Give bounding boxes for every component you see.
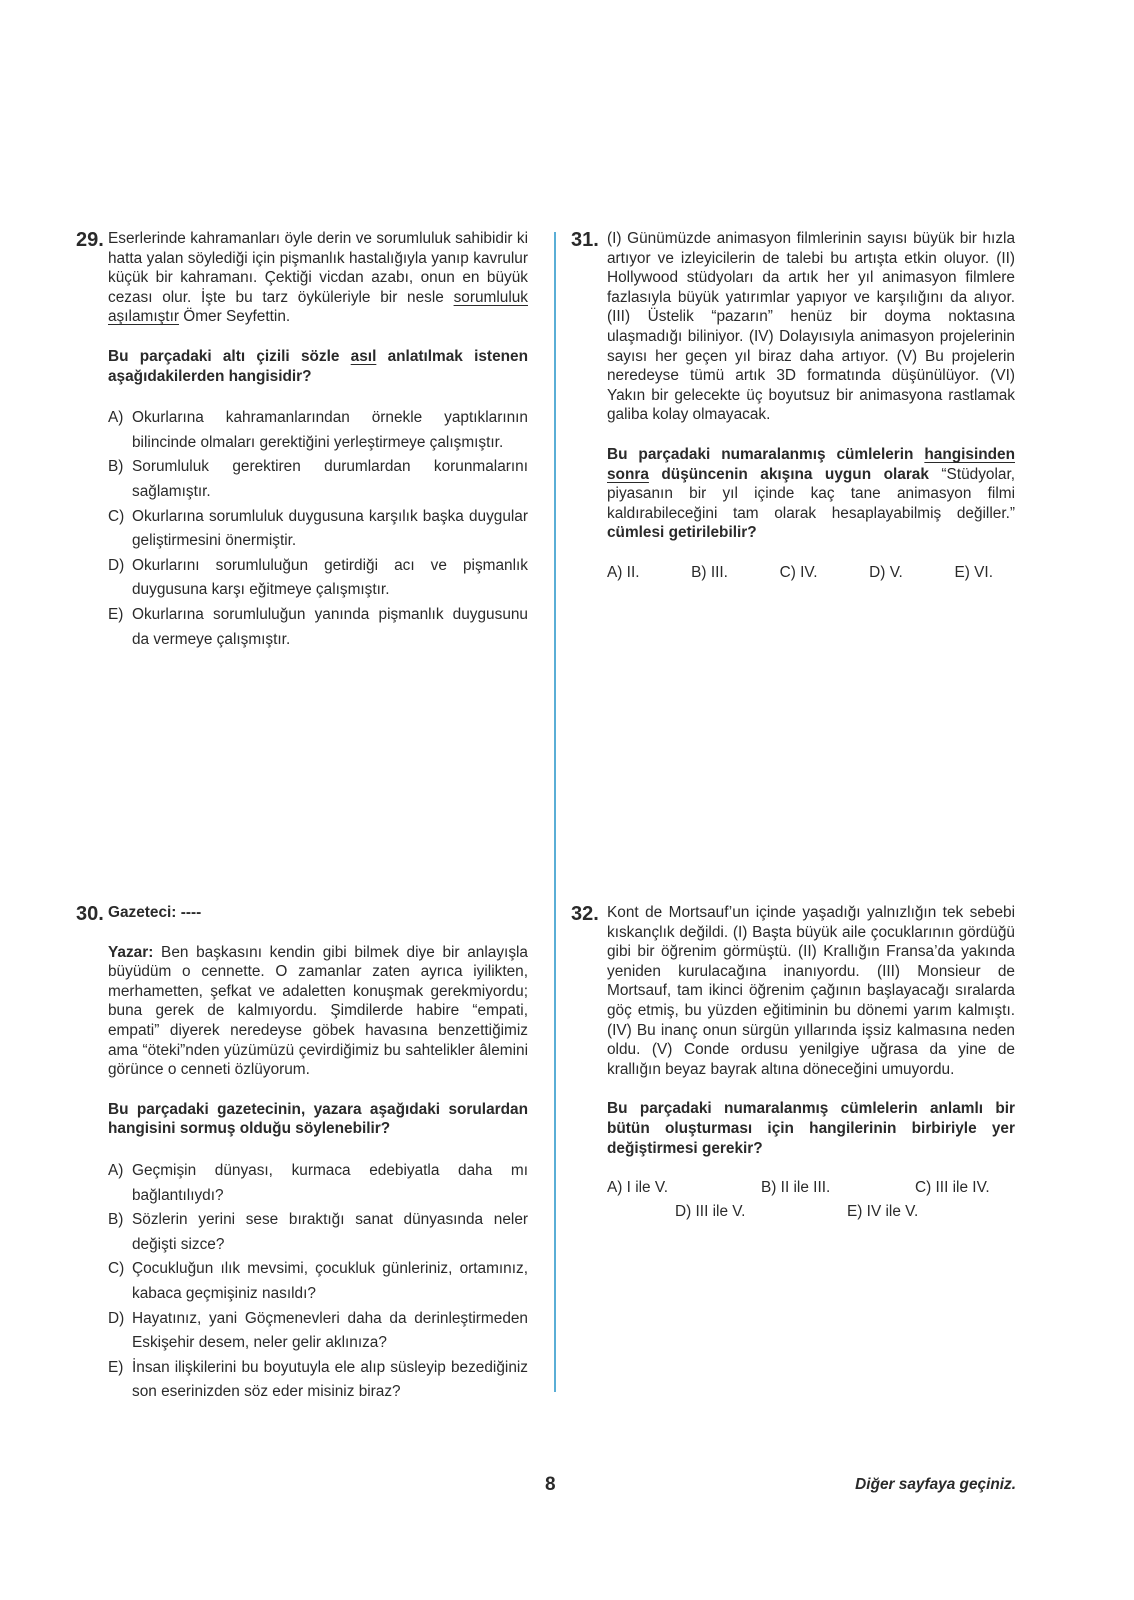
option-b[interactable]: B) III.	[691, 563, 728, 581]
question-32-options	[607, 1178, 1015, 1228]
underlined-word: asıl	[350, 347, 377, 365]
question-32-stem: Bu parçadaki numaralanmış cümlelerin anlamlı bir bütün oluşturması için hangilerinin birbiriyle yer değiştirmesi gerekir?	[607, 1100, 1015, 1157]
option-b[interactable]: B) II ile III.	[761, 1179, 831, 1197]
option-d[interactable]: D) Okurlarını sorumluluğun getirdiği acı ve pişmanlık duygusuna karşı eğitmeye çalışmıştır.	[108, 556, 528, 599]
journalist-line: Gazeteci: ----	[108, 904, 202, 921]
option-e[interactable]: E) IV ile V.	[847, 1203, 919, 1221]
option-e[interactable]: E) VI.	[954, 563, 993, 581]
option-a[interactable]: A) II.	[607, 563, 640, 581]
question-30-number: 30.	[76, 903, 104, 925]
option-a[interactable]: A) Okurlarına kahramanlarından örnekle yaptıklarının bilincinde olmaları gerektiğini yerleştirmeye çalışmıştır.	[108, 409, 528, 451]
writer-passage: Yazar: Ben başkasını kendin gibi bilmek diye bir anlayışla büyüdüm o cennette. O zamanlar zaten ayrıca iyilikten, merhametten, şefkat ve adaletten konuşmak gerekmiyordu; buna gerek de kalmıyordu. Şimdilerde habire “empati, empati” diyerek neredeyse göbek havasına benzettiğimiz ama “öteki”nden yüzümüzü çevirdiğimiz bu sahtelikler âlemini görünce o cenneti özlüyorum.	[108, 943, 528, 1079]
question-29-stem: Bu parçadaki altı çizili sözle asıl anlatılmak istenen aşağıdakilerden hangisidir?	[108, 347, 528, 385]
option-c[interactable]: C) Çocukluğun ılık mevsimi, çocukluk günleriniz, ortamınız, kabaca geçmişiniz nasıldı?	[108, 1260, 528, 1302]
option-c[interactable]: C) III ile IV.	[915, 1179, 990, 1197]
question-29	[108, 229, 528, 652]
question-29-passage: Eserlerinde kahramanları öyle derin ve sorumluluk sahibidir ki hatta yalan söylediği için pişmanlık hastalığıyla yanıp kavrulur küçük bir kahramanı. Çektiği vicdan azabı, onun en büyük cezası olur. İşte bu tarz öyküleriyle bir nesle sorumluluk aşılamıştır Ömer Seyfettin.	[108, 230, 528, 326]
underlined-phrase: hangisinden sonra	[607, 445, 1015, 483]
option-b[interactable]: B) Sorumluluk gerektiren durumlardan korunmalarını sağlamıştır.	[108, 458, 528, 500]
question-32-number: 32.	[571, 903, 599, 925]
option-c[interactable]: C) Okurlarına sorumluluk duygusuna karşılık başka duygular geliştirmesini önermiştir.	[108, 507, 528, 550]
underlined-phrase: sorumluluk aşılamıştır	[108, 288, 528, 326]
question-31	[607, 229, 1015, 583]
page-number: 8	[545, 1474, 556, 1495]
question-30	[108, 903, 528, 1405]
question-32-passage: Kont de Mortsauf’un içinde yaşadığı yalnızlığın tek sebebi kıskançlık değildi. (I) Başta büyük aile çocuklarının gördüğü gibi bir öğrenim görmüştü. (II) Krallığın Fransa’da yakında yeniden kurulacağına inanıyordu. (III) Monsieur de Mortsauf, tam ikinci öğrenim çağının başlayacağı sıralarda göç etmiş, bu yüzden eğitiminin bu dönemi yarım kalmıştı. (IV) Bu inanç onun sürgün yıllarında işsiz kalmasına neden oldu. (V) Conde ordusu yenilgiye uğrasa da yine de krallığın beyaz bayrak altına döneceğini umuyordu.	[607, 904, 1015, 1078]
column-divider	[554, 232, 556, 1392]
option-b[interactable]: B) Sözlerin yerini sese bıraktığı sanat dünyasında neler değişti sizce?	[108, 1211, 528, 1253]
question-29-number: 29.	[76, 229, 104, 251]
question-31-passage: (I) Günümüzde animasyon filmlerinin sayısı büyük bir hızla artıyor ve izleyicilerin de talebi bu artışta etkin oluyor. (II) Hollywood stüdyoları da artık her yıl animasyon filmlere fazlasıyla büyük yatırımlar yapıyor ve karşılığını da alıyor. (III) Üstelik “pazarın” henüz bir doyma noktasına ulaşmadığı biliniyor. (IV) Dolayısıyla animasyon projelerinin sayısı her geçen yıl biraz daha artıyor. (V) Bu projelerin neredeyse tümü artık 3D formatında düşünülüyor. (VI) Yakın bir gelecekte üç boyutsuz bir animasyona rastlamak galiba kolay olmayacak.	[607, 230, 1015, 424]
question-31-number: 31.	[571, 229, 599, 251]
question-31-options	[607, 563, 1015, 583]
option-d[interactable]: D) Hayatınız, yani Göçmenevleri daha da derinleştirmeden Eskişehir desem, neler gelir aklınıza?	[108, 1309, 528, 1352]
option-c[interactable]: C) IV.	[779, 563, 818, 581]
next-page-note: Diğer sayfaya geçiniz.	[855, 1476, 1016, 1493]
question-29-options	[108, 406, 528, 652]
option-a[interactable]: A) Geçmişin dünyası, kurmaca edebiyatla daha mı bağlantılıydı?	[108, 1161, 528, 1204]
question-31-stem: Bu parçadaki numaralanmış cümlelerin hangisinden sonra düşüncenin akışına uygun olarak “Stüdyolar, piyasanın bir yıl içinde kaç tane animasyon filmi kaldırabileceğini tam olarak hesaplayabilmiş değiller.” cümlesi getirilebilir?	[607, 445, 1015, 542]
question-30-stem: Bu parçadaki gazetecinin, yazara aşağıdaki sorulardan hangisini sormuş olduğu söylenebilir?	[108, 1100, 528, 1138]
option-a[interactable]: A) I ile V.	[607, 1179, 669, 1197]
option-d[interactable]: D) V.	[869, 563, 903, 581]
option-e[interactable]: E) Okurlarına sorumluluğun yanında pişmanlık duygusunu da vermeye çalışmıştır.	[108, 605, 528, 648]
question-32	[607, 903, 1015, 1228]
question-30-options	[108, 1159, 528, 1405]
option-e[interactable]: E) İnsan ilişkilerini bu boyutuyla ele alıp süsleyip bezediğiniz son eserinizden söz eder misiniz biraz?	[108, 1358, 528, 1401]
option-d[interactable]: D) III ile V.	[675, 1203, 746, 1221]
